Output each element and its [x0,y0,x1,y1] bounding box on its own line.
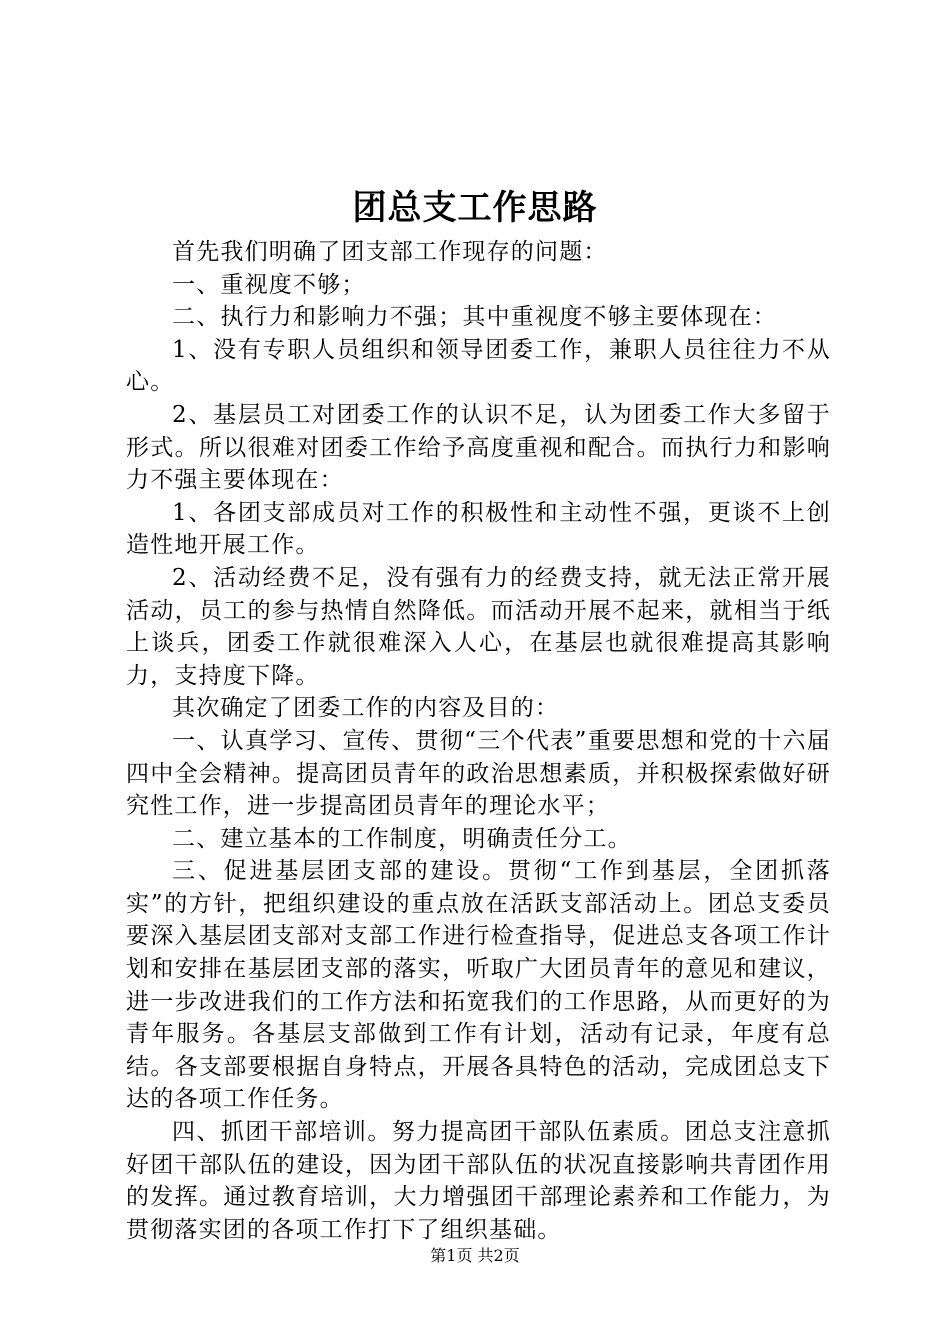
paragraph: 二、建立基本的工作制度，明确责任分工。 [172,825,632,852]
document-body [126,236,831,1246]
paragraph: 四、抓团干部培训。努力提高团干部队伍素质。团总支注意抓好团干部队伍的建设，因为团干部队伍的状况直接影响共青团作用的发挥。通过教育培训，大力增强团干部理论素养和工作能力，为贯彻落实团的各项工作打下了组织基础。 [126,1119,831,1243]
paragraph: 三、促进基层团支部的建设。贯彻“工作到基层，全团抓落实”的方针，把组织建设的重点放在活跃支部活动上。团总支委员要深入基层团支部对支部工作进行检查指导，促进总支各项工作计划和安排在基层团支部的落实，听取广大团员青年的意见和建议，进一步改进我们的工作方法和拓宽我们的工作思路，从而更好的为青年服务。各基层支部做到工作有计划，活动有记录，年度有总结。各支部要根据自身特点，开展各具特色的活动，完成团总支下达的各项工作任务。 [126,858,831,1113]
paragraph: 1、没有专职人员组织和领导团委工作，兼职人员往往力不从心。 [126,336,831,396]
paragraph: 2、基层员工对团委工作的认识不足，认为团委工作大多留于形式。所以很难对团委工作给予高度重视和配合。而执行力和影响力不强主要体现在： [126,401,831,494]
paragraph: 1、各团支部成员对工作的积极性和主动性不强，更谈不上创造性地开展工作。 [126,499,831,559]
paragraph: 其次确定了团委工作的内容及目的： [172,695,560,722]
page-footer: 第1页 共2页 [430,1246,520,1265]
paragraph: 一、认真学习、宣传、贯彻“三个代表”重要思想和党的十六届四中全会精神。提高团员青年的政治思想素质，并积极探索做好研究性工作，进一步提高团员青年的理论水平； [126,727,831,820]
document-title: 团总支工作思路 [352,188,598,228]
paragraph: 二、执行力和影响力不强；其中重视度不够主要体现在： [172,304,777,331]
paragraph: 首先我们明确了团支部工作现存的问题： [172,239,608,265]
paragraph: 一、重视度不够； [172,271,366,298]
paragraph: 2、活动经费不足，没有强有力的经费支持，就无法正常开展活动，员工的参与热情自然降低。而活动开展不起来，就相当于纸上谈兵，团委工作就很难深入人心，在基层也就很难提高其影响力，支持度下降。 [126,564,831,689]
